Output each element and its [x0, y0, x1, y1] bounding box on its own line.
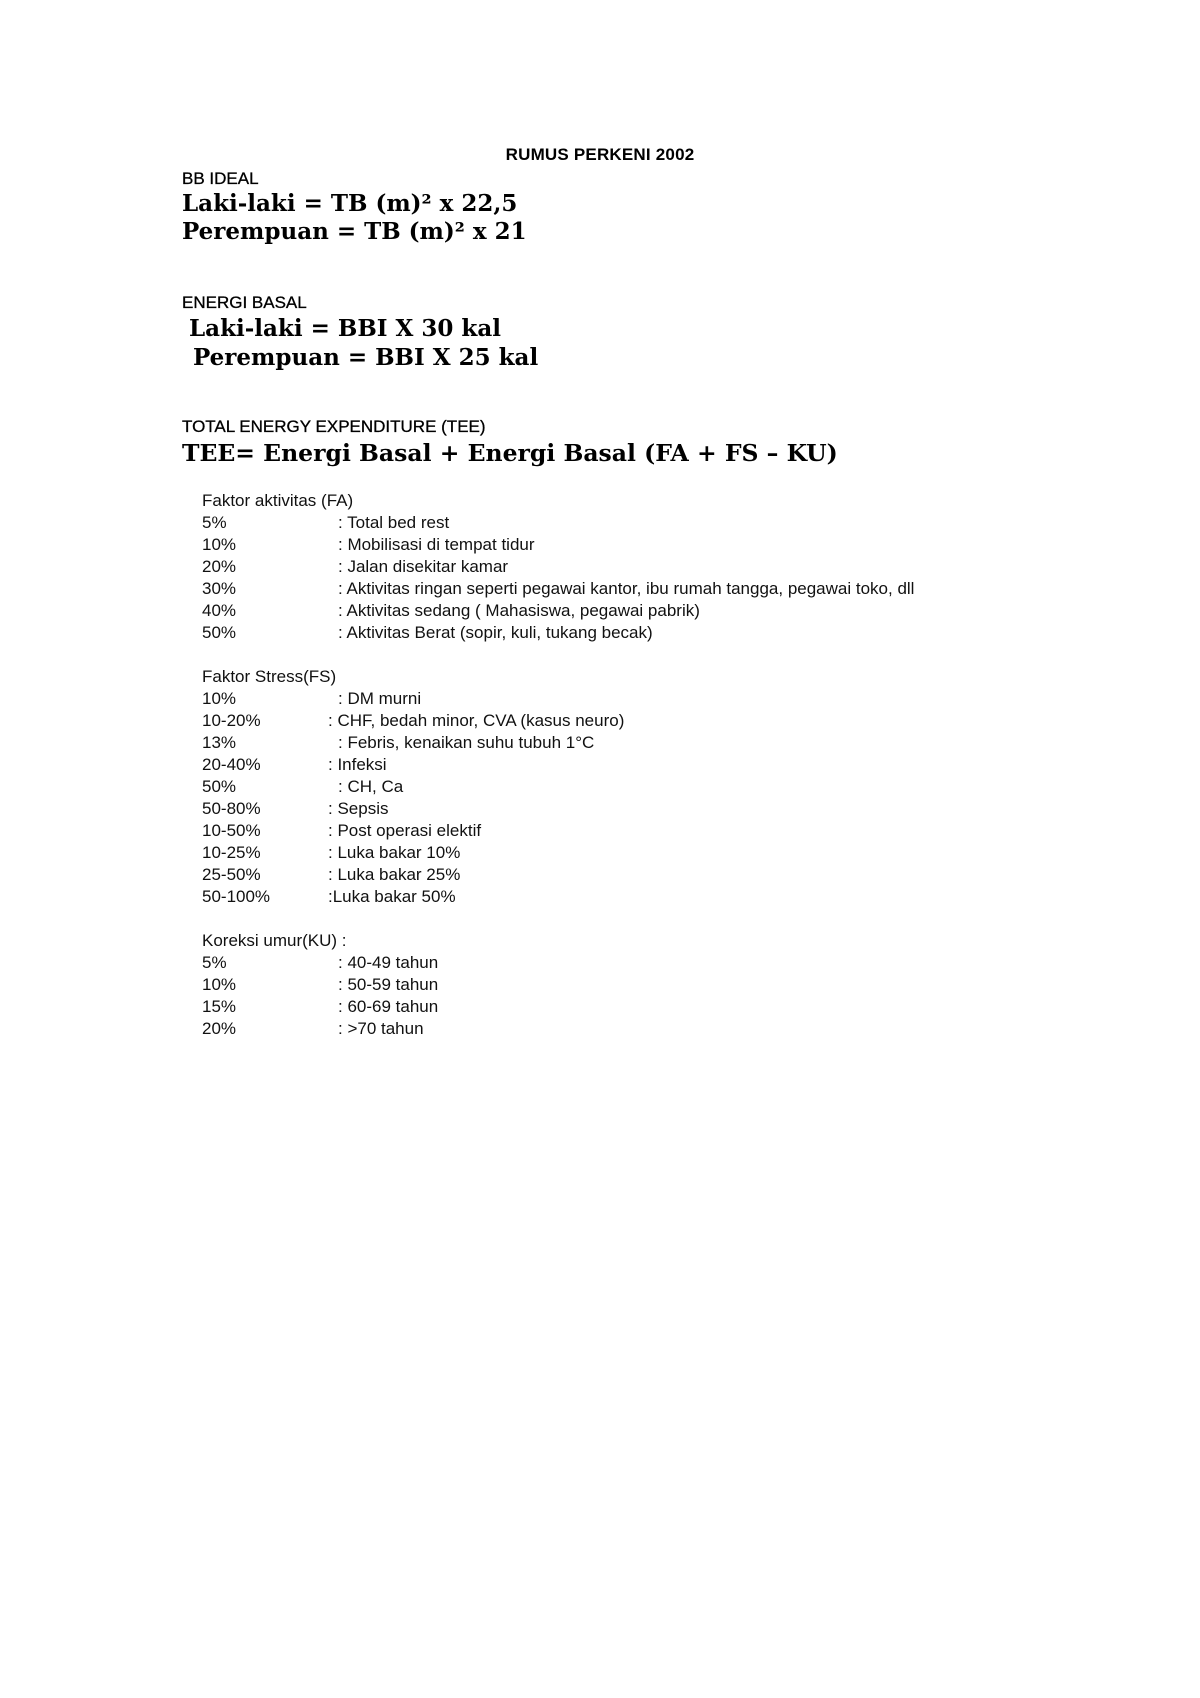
bb-ideal-male-formula: Laki-laki = TB (m)² x 22,5: [182, 190, 518, 217]
faktor-aktivitas-title: Faktor aktivitas (FA): [202, 491, 354, 510]
tee-heading: TOTAL ENERGY EXPENDITURE (TEE): [182, 417, 486, 436]
bb-ideal-female-formula: Perempuan = TB (m)² x 21: [182, 218, 527, 245]
energi-basal-heading: ENERGI BASAL: [182, 293, 307, 312]
koreksi-umur-title: Koreksi umur(KU) :: [202, 931, 347, 950]
document-page: RUMUS PERKENI 2002 BB IDEAL Laki-laki = TB (m)² x 22,5 Perempuan = TB (m)² x 21 ENERGI BASAL Laki-laki = BBI X 30 kal Perempuan = BBI X 25 kal TOTAL ENERGY EXPENDITURE (TEE) TEE= Energi Basal + Energi Basal (FA + FS – KU) Faktor aktivitas (FA) 5% : Total bed rest 10% : Mobilisasi di tempat tidur 20% : Jalan disekitar kamar 30% : Aktivitas ringan seperti pegawai kantor, ibu rumah tangga, pegawai toko, dll 40% : Aktivitas sedang ( Mahasiswa, pegawai pabrik) 50% : Aktivitas Berat (sopir, kuli, tukang becak) Faktor Stress(FS) 10% : DM murni 10-20% : CHF, bedah minor, CVA (kasus neuro) 13% : Febris, kenaikan suhu tubuh 1°C 20-40% : Infeksi 50% : CH, Ca 50-80% : Sepsis 10-50% : Post operasi elektif 10-25% : Luka bakar 10% 25-50% : Luka bakar 25% 50-100% :Luka bakar 50% Koreksi umur(KU) : 5% : 40-49 tahun 10% : 50-59 tahun 15% : 60-69 tahun 20% : >70 tahun: [0, 0, 1200, 1698]
energi-basal-male-formula: Laki-laki = BBI X 30 kal: [189, 315, 501, 342]
bb-ideal-heading: BB IDEAL: [182, 169, 259, 188]
document-title: RUMUS PERKENI 2002: [505, 145, 695, 164]
faktor-stress-title: Faktor Stress(FS): [202, 667, 337, 686]
tee-formula: TEE= Energi Basal + Energi Basal (FA + FS – KU): [182, 439, 838, 467]
energi-basal-female-formula: Perempuan = BBI X 25 kal: [193, 344, 539, 371]
